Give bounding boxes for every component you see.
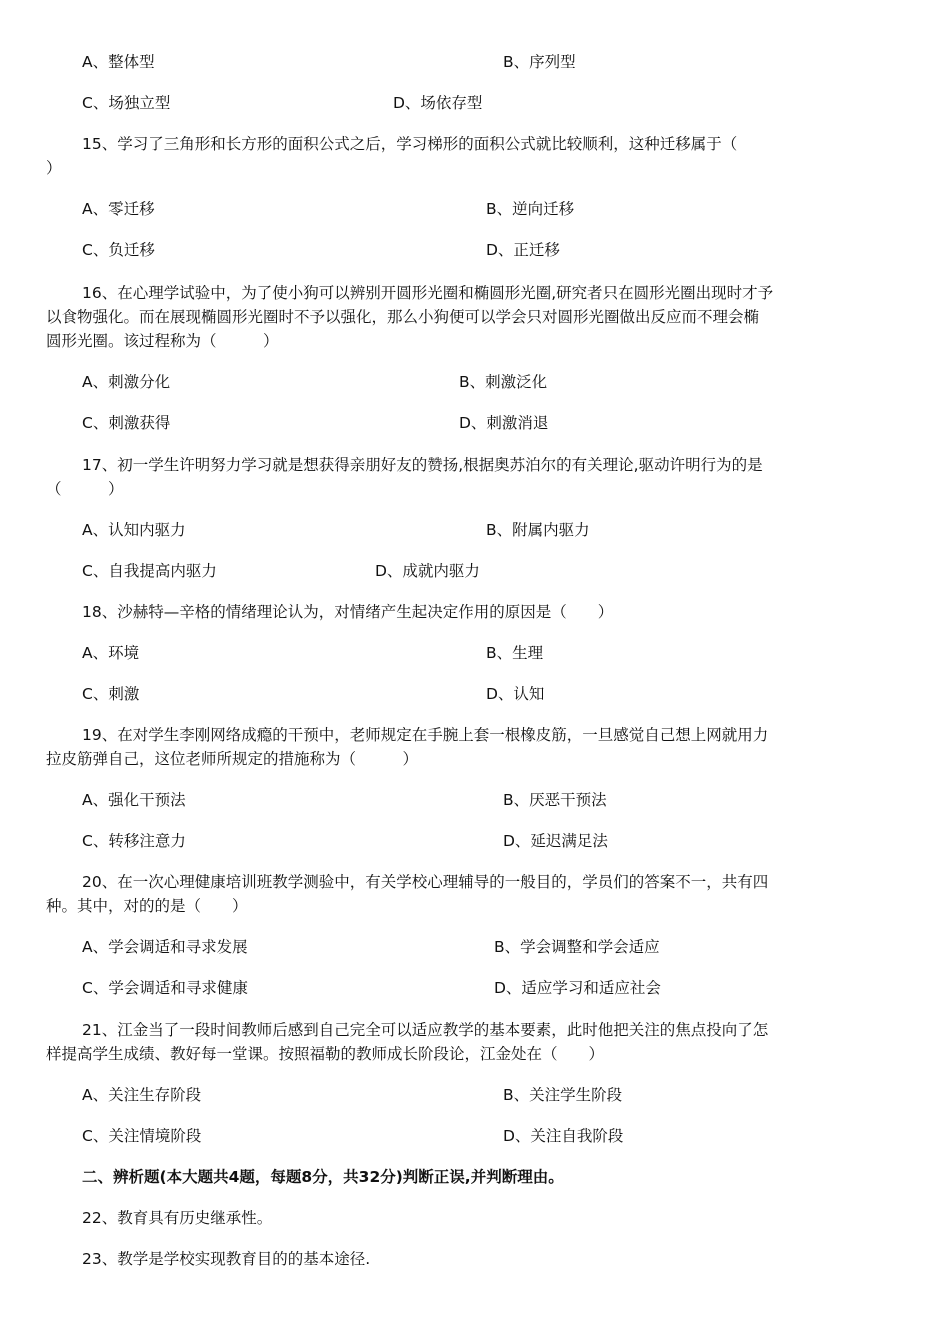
q15-option-d: D、正迁移 xyxy=(486,241,560,259)
q15-option-c: C、负迁移 xyxy=(82,241,155,259)
q20-option-c: C、学会调适和寻求健康 xyxy=(82,979,248,997)
q15-option-a: A、零迁移 xyxy=(82,200,155,218)
q18-option-d: D、认知 xyxy=(486,685,545,703)
q19-option-a: A、强化干预法 xyxy=(82,791,186,809)
q19-stem-line1: 19、在对学生李刚网络成瘾的干预中，老师规定在手腕上套一根橡皮筋，一旦感觉自己想上网就用力 xyxy=(82,726,769,744)
q20-option-a: A、学会调适和寻求发展 xyxy=(82,938,248,956)
q23-text: 23、教学是学校实现教育目的的基本途径. xyxy=(82,1250,371,1268)
q16-stem-line3: 圆形光圈。该过程称为（ ） xyxy=(46,332,279,350)
q21-option-c: C、关注情境阶段 xyxy=(82,1127,202,1145)
q16-stem-line1: 16、在心理学试验中，为了使小狗可以辨别开圆形光圈和椭圆形光圈,研究者只在圆形光圈出现时才予 xyxy=(82,284,774,302)
q16-option-c: C、刺激获得 xyxy=(82,414,171,432)
q21-option-b: B、关注学生阶段 xyxy=(503,1086,623,1104)
q19-stem-line2: 拉皮筋弹自己，这位老师所规定的措施称为（ ） xyxy=(46,750,419,768)
q15-stem-line2: ） xyxy=(46,159,62,177)
q17-option-c: C、自我提高内驱力 xyxy=(82,562,217,580)
q17-option-d: D、成就内驱力 xyxy=(375,562,480,580)
q16-option-b: B、刺激泛化 xyxy=(459,373,548,391)
q20-stem-line2: 种。其中，对的的是（ ） xyxy=(46,897,248,915)
q18-option-b: B、生理 xyxy=(486,644,544,662)
q17-option-b: B、附属内驱力 xyxy=(486,521,590,539)
q17-option-a: A、认知内驱力 xyxy=(82,521,186,539)
q19-option-c: C、转移注意力 xyxy=(82,832,186,850)
section2-heading: 二、辨析题(本大题共4题，每题8分，共32分)判断正误,并判断理由。 xyxy=(82,1168,564,1186)
q18-stem-line1: 18、沙赫特—辛格的情绪理论认为，对情绪产生起决定作用的原因是（ ） xyxy=(82,603,614,621)
q22-text: 22、教育具有历史继承性。 xyxy=(82,1209,273,1227)
q14-option-b: B、序列型 xyxy=(503,53,576,71)
q19-option-d: D、延迟满足法 xyxy=(503,832,608,850)
q21-option-d: D、关注自我阶段 xyxy=(503,1127,624,1145)
q19-option-b: B、厌恶干预法 xyxy=(503,791,607,809)
q20-stem-line1: 20、在一次心理健康培训班教学测验中，有关学校心理辅导的一般目的，学员们的答案不一，共有四 xyxy=(82,873,769,891)
q20-option-d: D、适应学习和适应社会 xyxy=(494,979,661,997)
q16-option-a: A、刺激分化 xyxy=(82,373,171,391)
q18-option-a: A、环境 xyxy=(82,644,140,662)
q14-option-c: C、场独立型 xyxy=(82,94,171,112)
q21-option-a: A、关注生存阶段 xyxy=(82,1086,202,1104)
q15-option-b: B、逆向迁移 xyxy=(486,200,575,218)
q16-option-d: D、刺激消退 xyxy=(459,414,549,432)
q15-stem-line1: 15、学习了三角形和长方形的面积公式之后，学习梯形的面积公式就比较顺利，这种迁移属于（ xyxy=(82,135,738,153)
q21-stem-line2: 样提高学生成绩、教好每一堂课。按照福勒的教师成长阶段论，江金处在（ ） xyxy=(46,1045,605,1063)
q20-option-b: B、学会调整和学会适应 xyxy=(494,938,660,956)
q14-option-a: A、整体型 xyxy=(82,53,155,71)
q16-stem-line2: 以食物强化。而在展现椭圆形光圈时不予以强化，那么小狗便可以学会只对圆形光圈做出反应而不理会椭 xyxy=(46,308,760,326)
q21-stem-line1: 21、江金当了一段时间教师后感到自己完全可以适应教学的基本要素，此时他把关注的焦点投向了怎 xyxy=(82,1021,769,1039)
q17-stem-line2: （ ） xyxy=(46,480,124,498)
q14-option-d: D、场依存型 xyxy=(393,94,483,112)
q18-option-c: C、刺激 xyxy=(82,685,140,703)
q17-stem-line1: 17、初一学生许明努力学习就是想获得亲朋好友的赞扬,根据奥苏泊尔的有关理论,驱动许明行为的是 xyxy=(82,456,763,474)
